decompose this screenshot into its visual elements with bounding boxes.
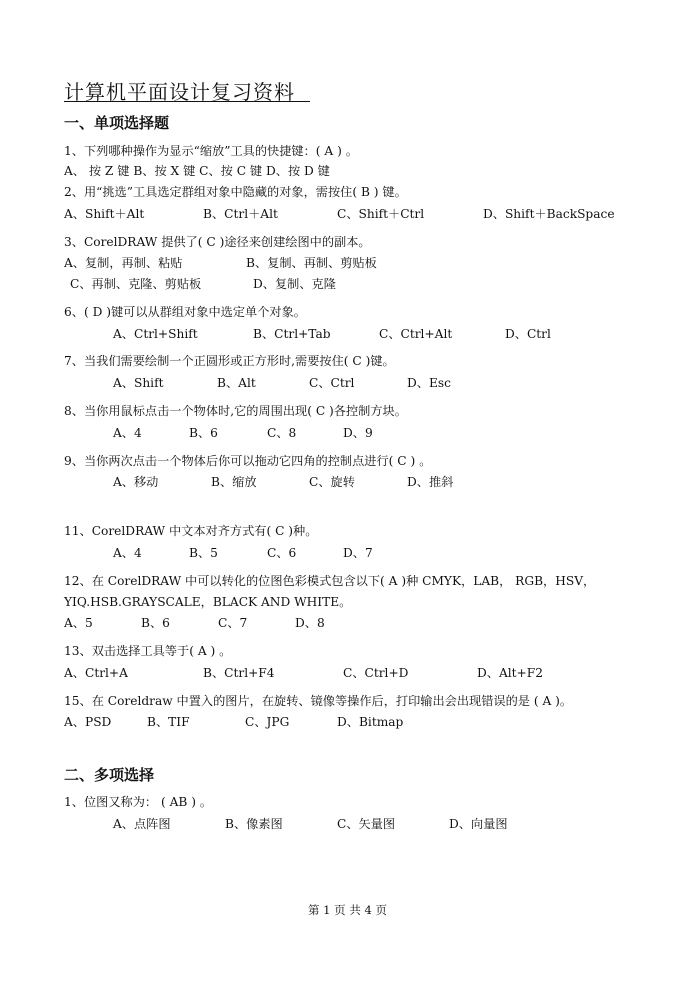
question-3-option-b: B、复制、再制、剪贴板 — [246, 256, 377, 270]
question-3-option-a: A、复制，再制、粘贴 — [64, 256, 183, 270]
question-1-options: A、 按 Z 键 B、按 X 键 C、按 C 键 D、按 D 键 — [64, 164, 330, 178]
title-underline — [64, 101, 310, 102]
multi-question-1-option-a: A、点阵图 — [113, 817, 171, 831]
question-2-stem: 2、用“挑选”工具选定群组对象中隐藏的对象，需按住( B ) 键。 — [64, 185, 407, 199]
question-8-option-b: B、6 — [189, 426, 218, 440]
question-7-option-a: A、Shift — [113, 376, 164, 390]
question-2-option-d: D、Shift＋BackSpace — [483, 207, 615, 221]
question-12-option-a: A、5 — [64, 616, 93, 630]
question-7-option-d: D、Esc — [407, 376, 451, 390]
section-heading-single-choice: 一、单项选择题 — [64, 114, 170, 132]
question-9-option-b: B、缩放 — [211, 475, 257, 489]
question-1-stem: 1、下列哪种操作为显示“缩放”工具的快捷键：( A ) 。 — [64, 144, 358, 158]
question-12-option-d: D、8 — [295, 616, 325, 630]
question-6-option-b: B、Ctrl+Tab — [253, 327, 331, 341]
question-15-option-a: A、PSD — [64, 715, 112, 729]
question-3-option-c: C、再制、克隆、剪贴板 — [70, 277, 202, 291]
question-13-option-d: D、Alt+F2 — [477, 666, 543, 680]
question-11-option-c: C、6 — [267, 546, 297, 560]
question-8-option-d: D、9 — [343, 426, 373, 440]
question-15-option-d: D、Bitmap — [337, 715, 404, 729]
question-12-stem-continued: YIQ.HSB.GRAYSCALE，BLACK AND WHITE。 — [64, 595, 352, 609]
question-2-option-a: A、Shift＋Alt — [64, 207, 145, 221]
question-2-option-c: C、Shift＋Ctrl — [337, 207, 425, 221]
question-9-stem: 9、当你两次点击一个物体后你可以拖动它四角的控制点进行( C ) 。 — [64, 454, 432, 468]
section-heading-multiple-choice: 二、多项选择 — [64, 766, 155, 784]
question-12-option-b: B、6 — [141, 616, 170, 630]
multi-question-1-option-b: B、像素图 — [225, 817, 283, 831]
question-15-option-c: C、JPG — [245, 715, 290, 729]
question-13-option-c: C、Ctrl+D — [343, 666, 409, 680]
question-13-option-b: B、Ctrl+F4 — [203, 666, 275, 680]
question-15-stem: 15、在 Coreldraw 中置入的图片，在旋转、镜像等操作后，打印输出会出现错误的是 ( A )。 — [64, 694, 573, 708]
multi-question-1-option-d: D、向量图 — [449, 817, 508, 831]
question-8-option-c: C、8 — [267, 426, 297, 440]
question-13-stem: 13、双击选择工具等于( A ) 。 — [64, 644, 232, 658]
question-7-stem: 7、当我们需要绘制一个正圆形或正方形时,需要按住( C )键。 — [64, 354, 395, 368]
question-7-option-b: B、Alt — [217, 376, 256, 390]
multi-question-1-stem: 1、位图又称为： ( AB ) 。 — [64, 795, 213, 809]
page-footer: 第 1 页 共 4 页 — [308, 903, 387, 917]
multi-question-1-option-c: C、矢量图 — [337, 817, 396, 831]
question-11-stem: 11、CorelDRAW 中文本对齐方式有( C )种。 — [64, 524, 318, 538]
question-6-stem: 6、( D )键可以从群组对象中选定单个对象。 — [64, 305, 306, 319]
question-8-stem: 8、当你用鼠标点击一个物体时,它的周围出现( C )各控制方块。 — [64, 404, 407, 418]
question-2-option-b: B、Ctrl＋Alt — [203, 207, 278, 221]
question-9-option-c: C、旋转 — [309, 475, 355, 489]
document-title: 计算机平面设计复习资料 — [64, 80, 295, 104]
question-3-stem: 3、CorelDRAW 提供了( C )途径来创建绘图中的副本。 — [64, 235, 371, 249]
question-7-option-c: C、Ctrl — [309, 376, 355, 390]
question-11-option-b: B、5 — [189, 546, 218, 560]
question-11-option-a: A、4 — [113, 546, 142, 560]
question-15-option-b: B、TIF — [147, 715, 190, 729]
question-8-option-a: A、4 — [113, 426, 142, 440]
question-6-option-a: A、Ctrl+Shift — [113, 327, 198, 341]
question-6-option-d: D、Ctrl — [505, 327, 551, 341]
question-6-option-c: C、Ctrl+Alt — [379, 327, 453, 341]
question-9-option-d: D、推斜 — [407, 475, 454, 489]
question-12-option-c: C、7 — [218, 616, 248, 630]
question-9-option-a: A、移动 — [113, 475, 159, 489]
question-13-option-a: A、Ctrl+A — [64, 666, 128, 680]
question-11-option-d: D、7 — [343, 546, 373, 560]
question-3-option-d: D、复制、克隆 — [253, 277, 336, 291]
question-12-stem: 12、在 CorelDRAW 中可以转化的位图色彩模式包含以下( A )种 CMYK，LAB， RGB，HSV， — [64, 574, 596, 588]
